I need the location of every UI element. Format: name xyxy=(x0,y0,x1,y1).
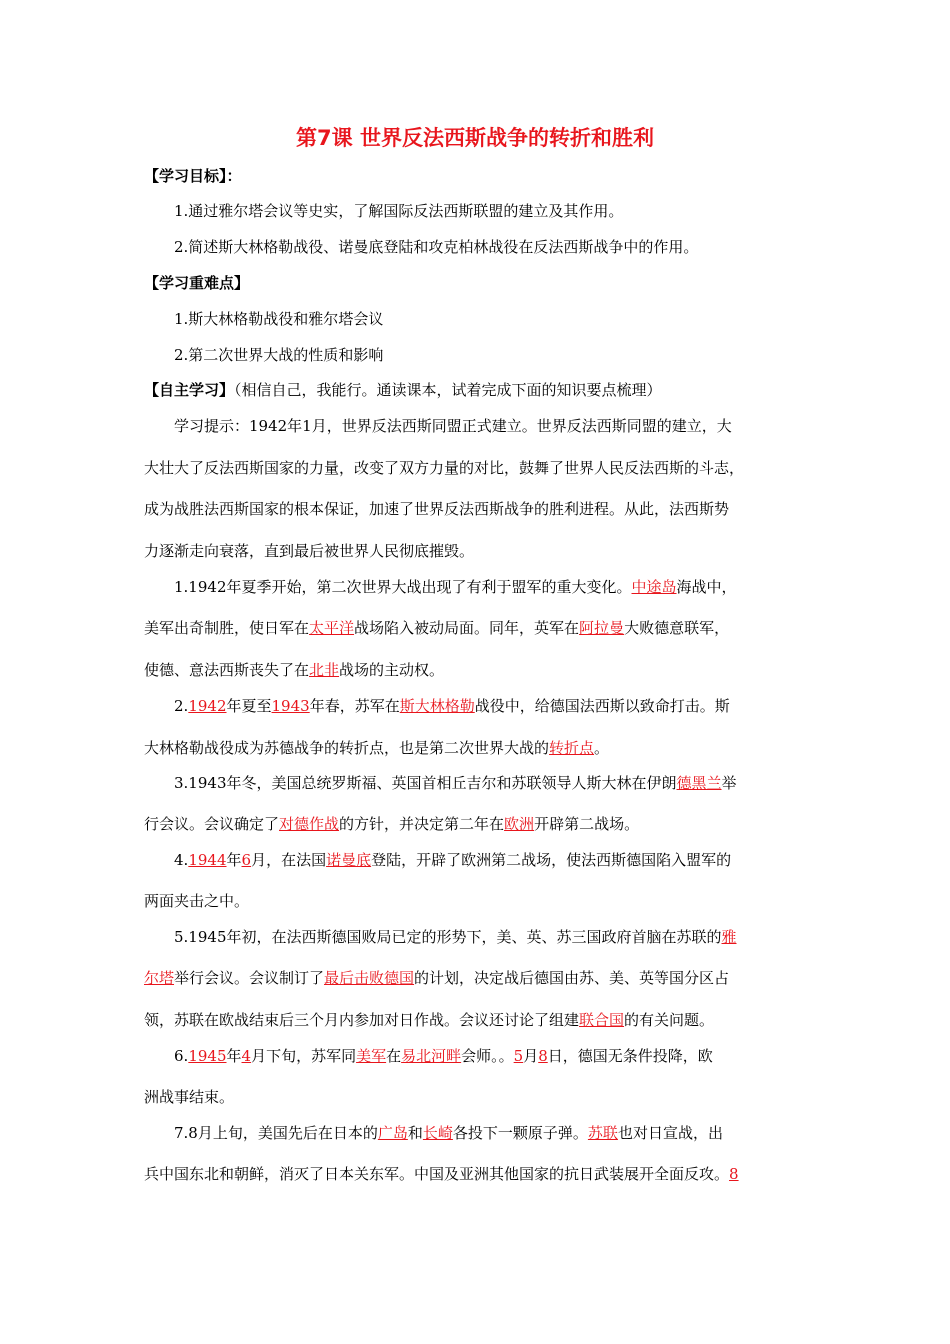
point-2-line-2 xyxy=(144,737,609,758)
answer-blank: 8 xyxy=(538,1047,548,1065)
text-run: 月，在法国 xyxy=(251,851,327,869)
answer-blank: 1943 xyxy=(271,697,310,715)
text-run: 7.8月上旬，美国先后在日本的 xyxy=(174,1124,378,1142)
selfstudy-heading xyxy=(144,379,662,400)
text-run: 。 xyxy=(594,739,610,757)
objectives-heading: 【学习目标】： xyxy=(144,167,242,185)
text-run: 会师。。 xyxy=(461,1047,514,1065)
text-run: 洲战事结束。 xyxy=(144,1088,235,1106)
objective-item-2: 2.简述斯大林格勒战役、诺曼底登陆和攻克柏林战役在反法西斯战争中的作用。 xyxy=(174,238,699,256)
text-run: 大败德意联军， xyxy=(624,619,730,637)
point-4-line-1 xyxy=(174,849,731,870)
selfstudy-heading-label: 【自主学习】 xyxy=(144,381,235,399)
text-run: 举 xyxy=(721,774,737,792)
point-3-line-1 xyxy=(174,772,737,793)
text-run: 5.1945年初，在法西斯德国败局已定的形势下，美、英、苏三国政府首脑在苏联的 xyxy=(174,928,722,946)
page-title: 第7课 世界反法西斯战争的转折和胜利 xyxy=(296,126,654,150)
keypoint-item-1: 1.斯大林格勒战役和雅尔塔会议 xyxy=(174,310,384,328)
text-run: 海战中， xyxy=(676,578,737,596)
text-run: 也对日宣战，出 xyxy=(617,1124,723,1142)
point-7-line-1 xyxy=(174,1122,723,1143)
point-7-line-2 xyxy=(144,1163,739,1184)
text-run: 使德、意法西斯丧失了在 xyxy=(144,661,310,679)
text-run: 登陆，开辟了欧洲第二战场，使法西斯德国陷入盟军的 xyxy=(371,851,732,869)
text-run: 3.1943年冬，美国总统罗斯福、英国首相丘吉尔和苏联领导人斯大林在伊朗 xyxy=(174,774,677,792)
answer-blank: 北非 xyxy=(309,661,340,679)
text-run: 年夏至 xyxy=(226,697,272,715)
hint-line-1: 学习提示：1942年1月，世界反法西斯同盟正式建立。世界反法西斯同盟的建立，大 xyxy=(174,417,732,435)
point-3-line-2 xyxy=(144,813,639,834)
text-run: 领，苏联在欧战结束后三个月内参加对日作战。会议还讨论了组建 xyxy=(144,1011,580,1029)
answer-blank: 4 xyxy=(241,1047,252,1065)
answer-blank: 5 xyxy=(513,1047,524,1065)
text-run: 战场的主动权。 xyxy=(339,661,445,679)
keypoint-item-2: 2.第二次世界大战的性质和影响 xyxy=(174,346,384,364)
hint-line-4: 力逐渐走向衰落，直到最后被世界人民彻底摧毁。 xyxy=(144,542,475,560)
text-run: 战场陷入被动局面。同年，英军在 xyxy=(354,619,580,637)
text-run: 大林格勒战役成为苏德战争的转折点，也是第二次世界大战的 xyxy=(144,739,550,757)
point-1-line-3 xyxy=(144,659,444,680)
answer-blank: 8 xyxy=(729,1165,739,1183)
point-5-line-1 xyxy=(174,926,737,947)
text-run: 的方针，并决定第二年在 xyxy=(339,815,505,833)
answer-blank: 欧洲 xyxy=(504,815,535,833)
point-5-line-3 xyxy=(144,1009,714,1030)
answer-blank: 6 xyxy=(241,851,252,869)
text-run: 2. xyxy=(174,697,189,715)
point-4-line-2 xyxy=(144,890,249,911)
text-run: 日，德国无条件投降，欧 xyxy=(547,1047,713,1065)
text-run: 的有关问题。 xyxy=(624,1011,715,1029)
text-run: 美军出奇制胜，使日军在 xyxy=(144,619,310,637)
answer-blank: 德黑兰 xyxy=(676,774,722,792)
text-run: 4. xyxy=(174,851,189,869)
point-2-line-1 xyxy=(174,695,730,716)
answer-blank: 对德作战 xyxy=(279,815,340,833)
answer-blank: 最后击败德国 xyxy=(324,969,415,987)
text-run: 兵中国东北和朝鲜，消灭了日本关东军。中国及亚洲其他国家的抗日武装展开全面反攻。 xyxy=(144,1165,730,1183)
answer-blank: 广岛 xyxy=(377,1124,408,1142)
text-run: 开辟第二战场。 xyxy=(534,815,640,833)
answer-blank: 阿拉曼 xyxy=(579,619,625,637)
text-run: 1.1942年夏季开始，第二次世界大战出现了有利于盟军的重大变化。 xyxy=(174,578,632,596)
answer-blank: 诺曼底 xyxy=(326,851,372,869)
answer-blank: 尔塔 xyxy=(144,969,175,987)
answer-blank: 中途岛 xyxy=(631,578,677,596)
point-1-line-1 xyxy=(174,576,737,597)
answer-blank: 美军 xyxy=(356,1047,387,1065)
text-run: 的计划，决定战后德国由苏、美、英等国分区占 xyxy=(414,969,730,987)
text-run: 和 xyxy=(407,1124,423,1142)
answer-blank: 易北河畔 xyxy=(401,1047,462,1065)
hint-line-2: 大壮大了反法西斯国家的力量，改变了双方力量的对比，鼓舞了世界人民反法西斯的斗志， xyxy=(144,459,745,477)
answer-blank: 雅 xyxy=(721,928,737,946)
text-run: 月下旬，苏军同 xyxy=(251,1047,357,1065)
point-6-line-1 xyxy=(174,1045,713,1066)
text-run: 举行会议。会议制订了 xyxy=(174,969,325,987)
answer-blank: 1942 xyxy=(188,697,227,715)
text-run: 年春，苏军在 xyxy=(309,697,400,715)
text-run: 年 xyxy=(226,851,242,869)
answer-blank: 1945 xyxy=(188,1047,227,1065)
answer-blank: 斯大林格勒 xyxy=(399,697,475,715)
point-5-line-2 xyxy=(144,967,729,988)
text-run: 两面夹击之中。 xyxy=(144,892,250,910)
keypoints-heading: 【学习重难点】 xyxy=(144,274,250,292)
text-run: 月 xyxy=(523,1047,539,1065)
hint-line-3: 成为战胜法西斯国家的根本保证，加速了世界反法西斯战争的胜利进程。从此，法西斯势 xyxy=(144,500,730,518)
selfstudy-note: （相信自己，我能行。通读课本，试着完成下面的知识要点梳理） xyxy=(234,381,662,399)
answer-blank: 长崎 xyxy=(422,1124,453,1142)
text-run: 战役中，给德国法西斯以致命打击。斯 xyxy=(474,697,730,715)
point-1-line-2 xyxy=(144,617,729,638)
text-run: 行会议。会议确定了 xyxy=(144,815,280,833)
answer-blank: 1944 xyxy=(188,851,227,869)
text-run: 各投下一颗原子弹。 xyxy=(452,1124,588,1142)
text-run: 在 xyxy=(386,1047,402,1065)
objective-item-1: 1.通过雅尔塔会议等史实，了解国际反法西斯联盟的建立及其作用。 xyxy=(174,202,624,220)
answer-blank: 联合国 xyxy=(579,1011,625,1029)
answer-blank: 太平洋 xyxy=(309,619,355,637)
text-run: 6. xyxy=(174,1047,189,1065)
answer-blank: 转折点 xyxy=(549,739,595,757)
point-6-line-2 xyxy=(144,1086,234,1107)
text-run: 年 xyxy=(226,1047,242,1065)
answer-blank: 苏联 xyxy=(587,1124,618,1142)
